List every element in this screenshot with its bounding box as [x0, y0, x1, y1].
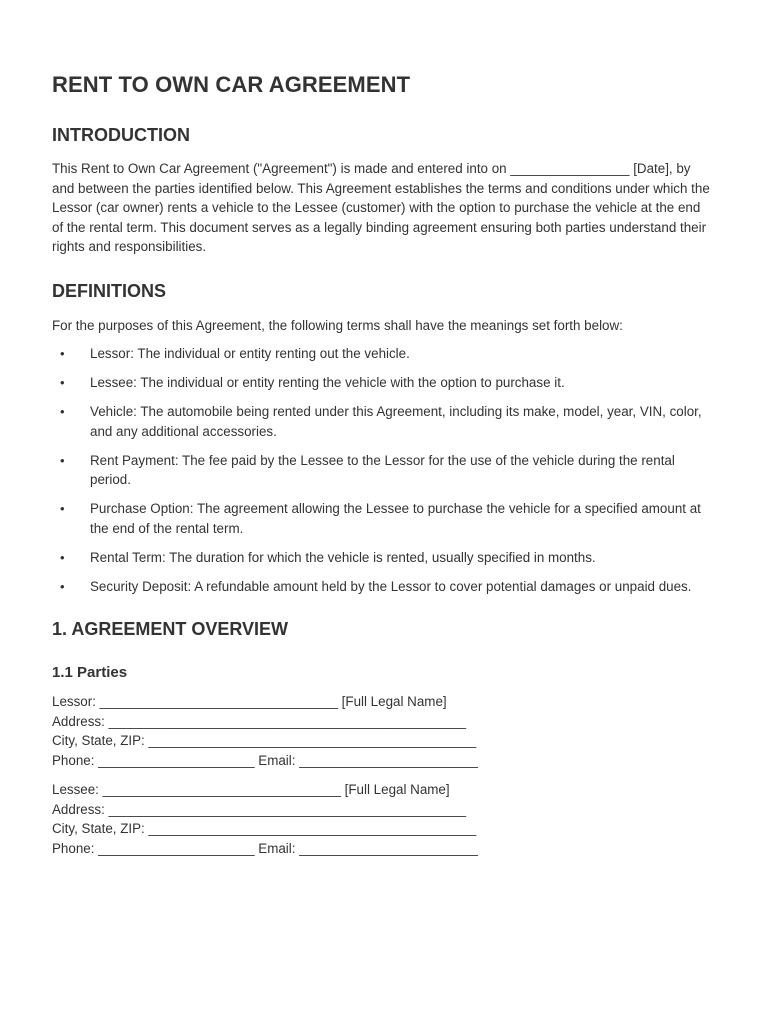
- document-title: RENT TO OWN CAR AGREEMENT: [52, 72, 411, 97]
- bullet-icon: •: [60, 501, 65, 516]
- list-item: [52, 402, 712, 441]
- lessee-address-field[interactable]: Address: ________________________________________________: [52, 801, 467, 817]
- lessor-phone-email-field[interactable]: Phone: _____________________ Email: ________________________: [52, 752, 478, 768]
- lessee-city-field[interactable]: City, State, ZIP: ____________________________________________: [52, 821, 477, 836]
- list-item: [52, 451, 712, 490]
- definition-lessee: Lessee: The individual or entity renting the vehicle with the option to purchase it.: [90, 375, 565, 390]
- bullet-icon: •: [60, 578, 65, 594]
- definitions-heading: DEFINITIONS: [52, 280, 167, 301]
- lessor-block: [52, 692, 712, 770]
- list-item: [52, 499, 712, 538]
- definitions-intro: For the purposes of this Agreement, the following terms shall have the meanings set forth below:: [52, 317, 623, 333]
- list-item: [52, 577, 712, 597]
- bullet-icon: •: [60, 375, 65, 390]
- overview-heading: 1. AGREEMENT OVERVIEW: [52, 619, 289, 639]
- lessee-block: [52, 780, 712, 858]
- definition-rental-term: Rental Term: The duration for which the vehicle is rented, usually specified in months.: [90, 549, 596, 565]
- definition-lessor: Lessor: The individual or entity renting out the vehicle.: [90, 346, 410, 361]
- bullet-icon: •: [60, 404, 65, 419]
- bullet-icon: •: [60, 452, 65, 468]
- definition-rent-payment: Rent Payment: The fee paid by the Lessee to the Lessor for the use of the vehicle during the rental period.: [90, 452, 675, 487]
- list-item: [52, 548, 712, 568]
- list-item: [52, 373, 712, 393]
- bullet-icon: •: [60, 346, 65, 361]
- lessor-city-field[interactable]: City, State, ZIP: ____________________________________________: [52, 733, 477, 748]
- lessee-phone-email-field[interactable]: Phone: _____________________ Email: ________________________: [52, 840, 478, 856]
- definitions-list: [52, 344, 712, 596]
- introduction-paragraph: This Rent to Own Car Agreement ("Agreement") is made and entered into on ________________ [Date], by and between the parties identified below. This Agreement establishes the terms and conditions under which the Lessor (car owner) rents a vehicle to the Lessee (customer) with the option to purchase the vehicle at the end of the rental term. This document serves as a legally binding agreement ensuring both parties understand their rights and responsibilities.: [52, 161, 710, 254]
- lessor-address-field[interactable]: Address: ________________________________________________: [52, 713, 467, 729]
- definition-purchase-option: Purchase Option: The agreement allowing the Lessee to purchase the vehicle for a specified amount at the end of the rental term.: [90, 501, 701, 536]
- definition-security-deposit: Security Deposit: A refundable amount held by the Lessor to cover potential damages or unpaid dues.: [90, 578, 692, 594]
- list-item: [52, 344, 712, 364]
- introduction-heading: INTRODUCTION: [52, 125, 190, 145]
- lessor-name-field[interactable]: Lessor: ________________________________ [Full Legal Name]: [52, 694, 447, 709]
- parties-heading: 1.1 Parties: [52, 664, 128, 681]
- definition-vehicle: Vehicle: The automobile being rented under this Agreement, including its make, model, year, VIN, color, and any additional accessories.: [90, 404, 702, 439]
- document-page: [52, 71, 712, 858]
- bullet-icon: •: [60, 549, 65, 565]
- lessee-name-field[interactable]: Lessee: ________________________________ [Full Legal Name]: [52, 782, 450, 797]
